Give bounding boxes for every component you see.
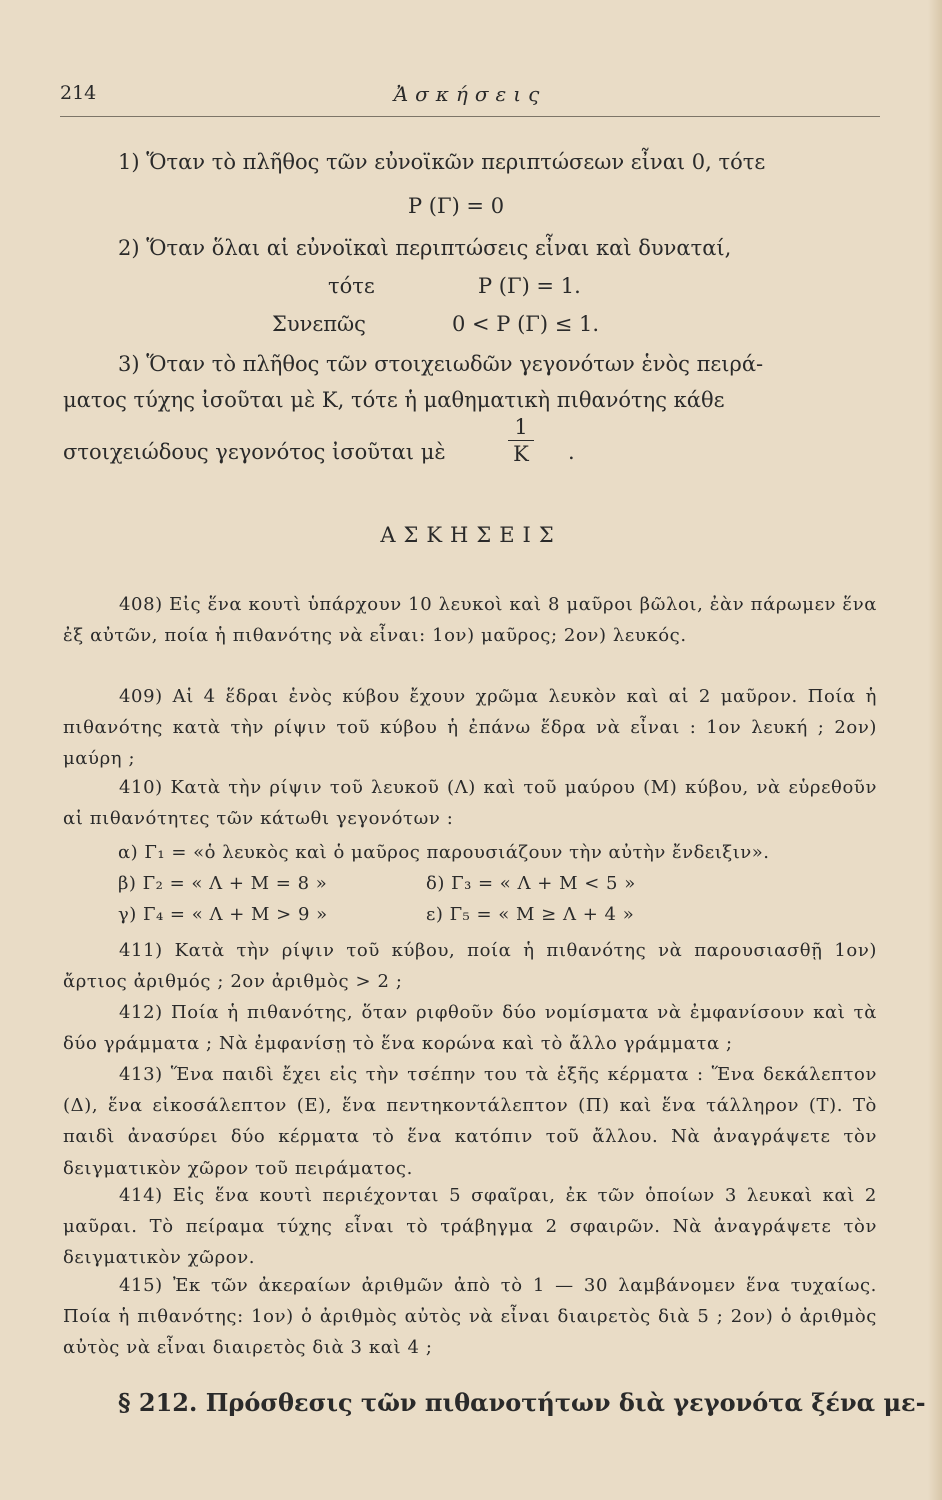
exercise-410-a: α) Γ₁ = «ὁ λευκὸς καὶ ὁ μαῦρος παρουσιάζουν τὴν αὐτὴν ἔνδειξιν». — [118, 842, 770, 863]
rule-2: 2) Ὅταν ὅλαι αἱ εὐνοϊκαὶ περιπτώσεις εἶναι καὶ δυναταί, — [118, 236, 732, 260]
exercise-414 — [63, 1180, 877, 1274]
exercise-414-text: 414) Εἰς ἕνα κουτὶ περιέχονται 5 σφαῖραι, ἐκ τῶν ὁποίων 3 λευκαὶ καὶ 2 μαῦραι. Τὸ πείραμα τύχης εἶναι τὸ τράβηγμα 2 σφαιρῶν. Νὰ ἀναγράψετε τὸν δειγματικὸν χῶρον. — [63, 1185, 877, 1269]
exercise-413 — [63, 1059, 877, 1184]
rule-3-line-3: στοιχειώδους γεγονότος ἰσοῦται μὲ — [63, 440, 446, 464]
exercise-408-text: 408) Εἰς ἕνα κουτὶ ὑπάρχουν 10 λευκοὶ καὶ 8 μαῦροι βῶλοι, ἐὰν πάρωμεν ἕνα ἐξ αὐτῶν, ποία ἡ πιθανότης νὰ εἶναι: 1ον) μαῦρος; 2ον) λευκός. — [63, 594, 877, 647]
exercise-415 — [63, 1270, 877, 1364]
rule-3-line-1: 3) Ὅταν τὸ πλῆθος τῶν στοιχειωδῶν γεγονότων ἑνὸς πειρά- — [118, 352, 764, 376]
exercise-413-text: 413) Ἕνα παιδὶ ἔχει εἰς τὴν τσέπην του τὰ ἑξῆς κέρματα : Ἕνα δεκάλεπτον (Δ), ἕνα εἰκοσάλεπτον (Ε), ἕνα πεντηκοντάλεπτον (Π) καὶ ἕνα τάλληρον (Τ). Τὸ παιδὶ ἀνασύρει δύο κέρματα τὸ ἕνα κατόπιν τοῦ ἄλλου. Νὰ ἀναγράψετε τὸν δειγματικὸν χῶρον τοῦ πειράματος. — [63, 1064, 877, 1179]
exercise-410-g: γ) Γ₄ = « Λ + Μ > 9 » — [118, 904, 328, 925]
page-header — [60, 82, 880, 117]
fraction-numerator: 1 — [514, 415, 528, 439]
page-edge — [928, 0, 942, 1500]
fraction-period: . — [568, 440, 575, 464]
exercise-410-b: β) Γ₂ = « Λ + Μ = 8 » — [118, 873, 328, 894]
exercise-410-e: ε) Γ₅ = « Μ ≥ Λ + 4 » — [426, 904, 635, 925]
exercise-411-text: 411) Κατὰ τὴν ρίψιν τοῦ κύβου, ποία ἡ πιθανότης νὰ παρουσιασθῇ 1ον) ἄρτιος ἀριθμός ; 2ον ἀριθμὸς > 2 ; — [63, 940, 877, 993]
exercise-410-d: δ) Γ₃ = « Λ + Μ < 5 » — [426, 873, 636, 894]
consequently-formula: 0 < P (Γ) ≤ 1. — [452, 312, 600, 336]
exercise-411 — [63, 935, 877, 997]
exercise-412 — [63, 997, 877, 1059]
next-section-heading: § 212. Πρόσθεσις τῶν πιθανοτήτων διὰ γεγονότα ξένα με- — [118, 1388, 926, 1417]
section-heading-exercises: ΑΣΚΗΣΕΙΣ — [380, 523, 562, 547]
rule-3-line-2: ματος τύχης ἰσοῦται μὲ K, τότε ἡ μαθηματικὴ πιθανότης κάθε — [63, 388, 725, 412]
rule-1-formula: P (Γ) = 0 — [408, 194, 505, 218]
fraction-1-over-k — [506, 416, 536, 465]
exercise-408 — [63, 589, 877, 651]
exercise-409 — [63, 681, 877, 775]
exercise-415-text: 415) Ἐκ τῶν ἀκεραίων ἀριθμῶν ἀπὸ τὸ 1 — 30 λαμβάνομεν ἕνα τυχαίως. Ποία ἡ πιθανότης: 1ον) ὁ ἀριθμὸς αὐτὸς νὰ εἶναι διαιρετὸς διὰ 5 ; 2ον) ὁ ἀριθμὸς αὐτὸς νὰ εἶναι διαιρετὸς διὰ 3 καὶ 4 ; — [63, 1275, 877, 1359]
consequently-label: Συνεπῶς — [272, 312, 366, 336]
exercise-410-text: 410) Κατὰ τὴν ρίψιν τοῦ λευκοῦ (Λ) καὶ τοῦ μαύρου (Μ) κύβου, νὰ εὑρεθοῦν αἱ πιθανότητες τῶν κάτωθι γεγονότων : — [63, 777, 877, 830]
page-number: 214 — [60, 82, 97, 104]
fraction-bar — [508, 440, 534, 441]
rule-2-formula: P (Γ) = 1. — [478, 274, 581, 298]
rule-1: 1) Ὅταν τὸ πλῆθος τῶν εὐνοϊκῶν περιπτώσεων εἶναι 0, τότε — [118, 150, 766, 174]
exercise-410 — [63, 772, 877, 834]
exercise-412-text: 412) Ποία ἡ πιθανότης, ὅταν ριφθοῦν δύο νομίσματα νὰ ἐμφανίσουν καὶ τὰ δύο γράμματα ; Νὰ ἐμφανίσῃ τὸ ἕνα κορώνα καὶ τὸ ἄλλο γράμματα ; — [63, 1002, 877, 1055]
fraction-denominator: K — [513, 442, 529, 466]
rule-2-then: τότε — [328, 274, 375, 298]
exercise-409-text: 409) Αἱ 4 ἕδραι ἑνὸς κύβου ἔχουν χρῶμα λευκὸν καὶ αἱ 2 μαῦρον. Ποία ἡ πιθανότης κατὰ τὴν ρίψιν τοῦ κύβου ἡ ἐπάνω ἕδρα νὰ εἶναι : 1ον λευκή ; 2ον) μαύρη ; — [63, 686, 877, 770]
running-title: Ἀσκήσεις — [393, 82, 547, 106]
